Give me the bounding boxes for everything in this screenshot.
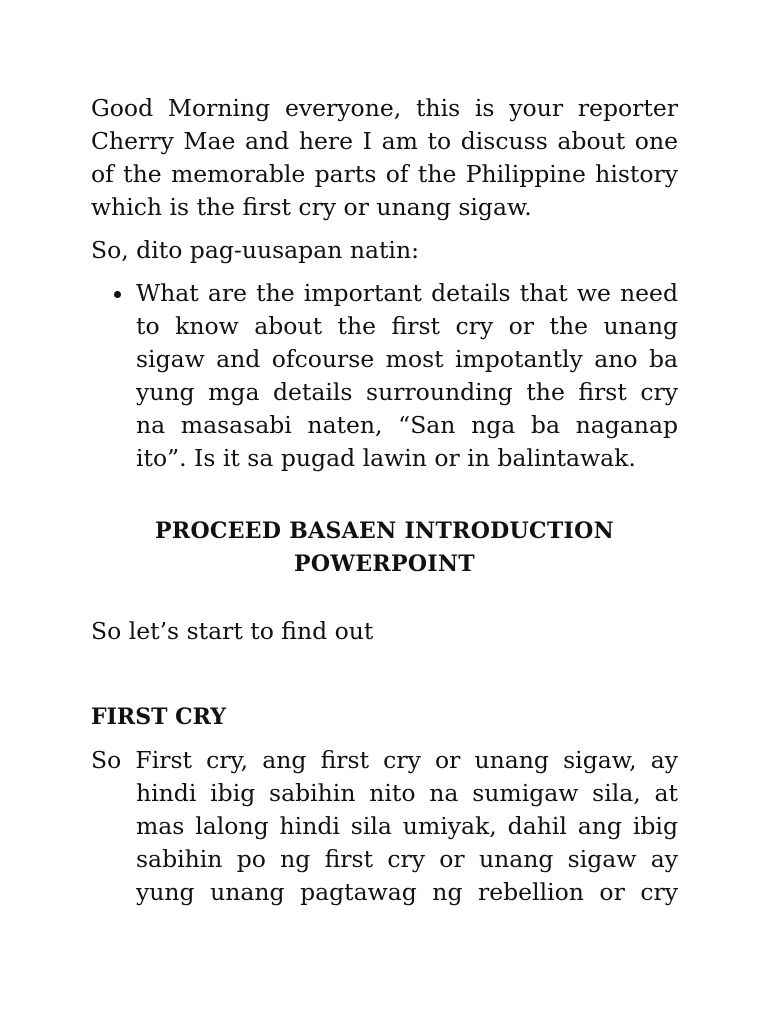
section-paragraph: So First cry, ang first cry or unang sigaw, ay hindi ibig sabihin nito na sumigaw sila, at mas lalong hindi sila umiyak, dahil ang ibig sabihin po ng first cry or unang sigaw ay yung unang pagtawag ng rebellion or cry [91,746,678,906]
intro-paragraph: Good Morning everyone, this is your reporter Cherry Mae and here I am to discuss about one of the memorable parts of the Philippine history which is the first cry or unang sigaw. [91,94,678,221]
center-heading: PROCEED BASAEN INTRODUCTION POWERPOINT [155,518,614,577]
bullet-item [91,277,678,475]
section-heading: FIRST CRY [91,704,226,730]
document-body [91,92,678,909]
bullet-list [91,277,678,475]
start-line: So let’s start to find out [91,617,374,645]
bullet-item-text: What are the important details that we need to know about the first cry or the unang sigaw and ofcourse most impotantly ano ba yung mga details surrounding the first cry na masasabi naten, “San nga ba naganap ito”. Is it sa pugad lawin or in balintawak. [136,279,678,472]
dito-line: So, dito pag-uusapan natin: [91,236,420,264]
bullet-dot-icon [114,291,121,298]
